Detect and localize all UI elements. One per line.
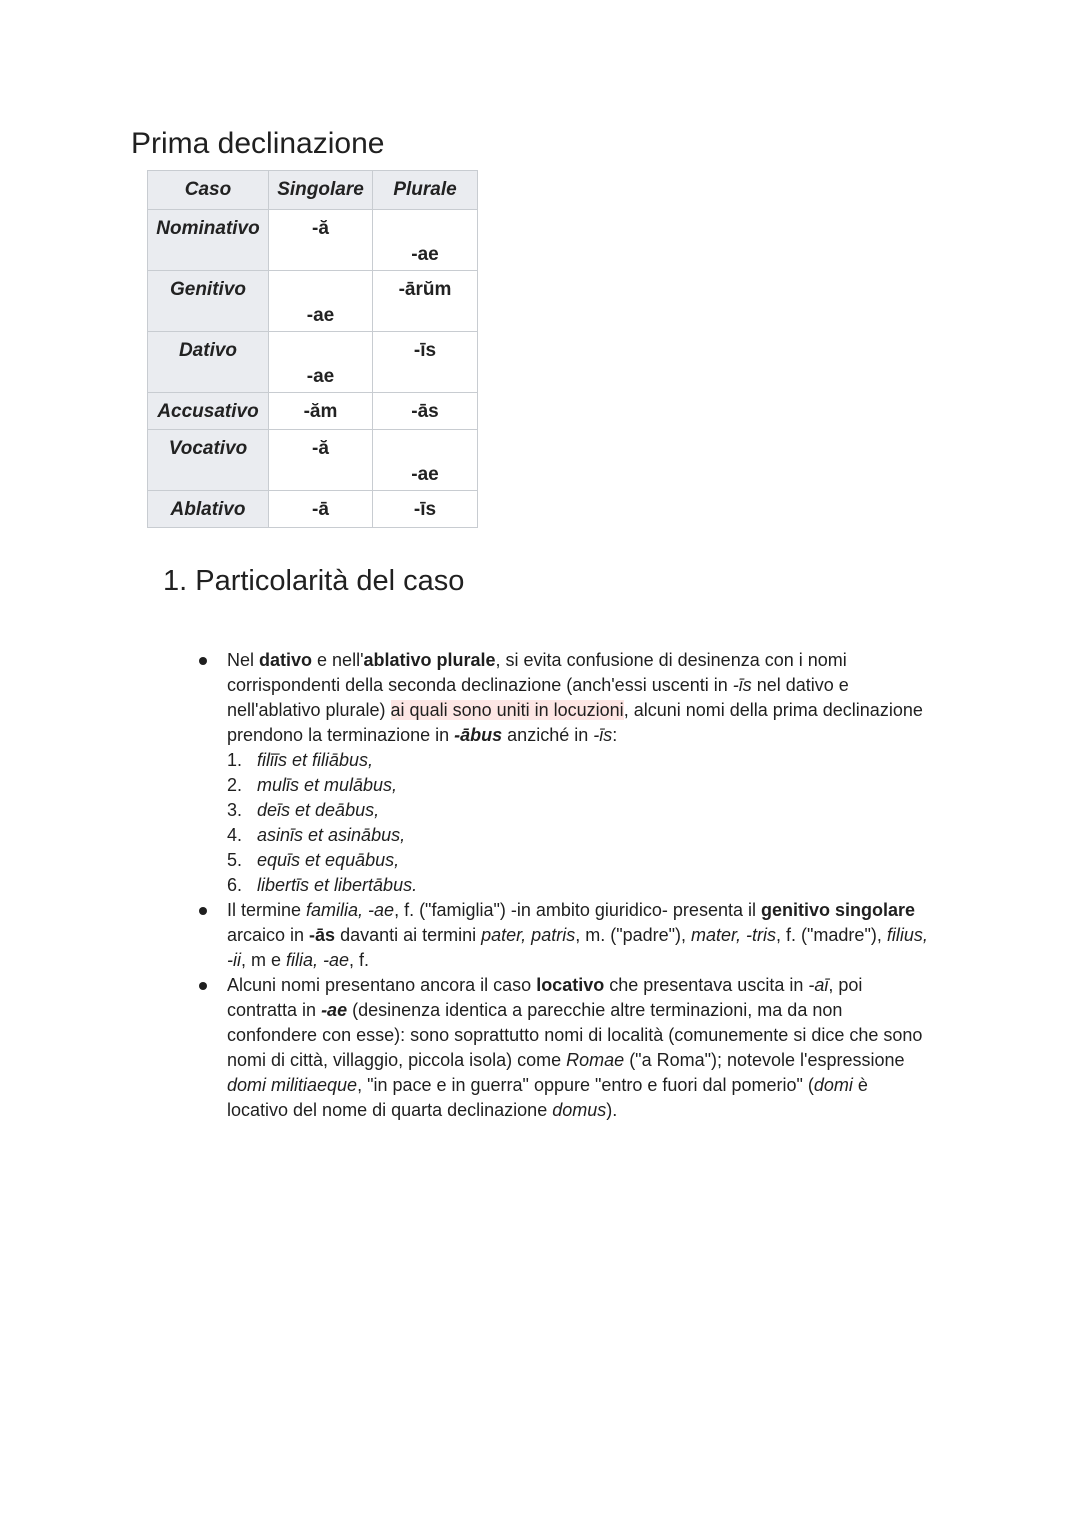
example-text: asinīs et asinābus, [257, 825, 406, 845]
header-case: Caso [148, 171, 269, 210]
example-text: mulīs et mulābus, [257, 775, 398, 795]
bold-term: -ās [309, 925, 336, 945]
example-text: equīs et equābus, [257, 850, 400, 870]
text: nel dativo e nell'ablativo plurale) [227, 675, 849, 720]
bold-term: genitivo singolare [760, 900, 916, 920]
case-label: Vocativo [148, 430, 269, 491]
text: , si evita confusione di desinenza con i nomi corrispondenti della seconda declinazione (anch'essi uscenti in [227, 650, 847, 695]
plural-cell [373, 491, 478, 528]
singular-ending: -ă [312, 438, 329, 459]
list-number: 2. [227, 775, 243, 795]
case-label: Accusativo [148, 393, 269, 430]
italic-term: pater, patris [481, 925, 576, 945]
italic-term: filia, -ae [286, 950, 350, 970]
table-row [148, 332, 478, 393]
list-item [227, 873, 932, 898]
bold-italic-term: -ābus [454, 725, 503, 745]
text: che presentava uscita in [604, 975, 809, 995]
list-number: 3. [227, 800, 243, 820]
singular-cell [269, 210, 373, 271]
list-number: 1. [227, 750, 243, 770]
italic-term: -aī [808, 975, 829, 995]
header-plural: Plurale [373, 171, 478, 210]
text: Alcuni nomi presentano ancora il caso [227, 975, 537, 995]
singular-ending: -ae [306, 366, 335, 387]
text: , alcuni nomi della prima declinazione prendono la terminazione in [227, 700, 923, 745]
singular-ending: -ā [312, 499, 329, 520]
plural-ending: -ārŭm [398, 279, 452, 300]
bold-term: dativo [259, 650, 313, 670]
section-heading: 1. Particolarità del caso [163, 565, 465, 597]
italic-term: filius, -ii [227, 925, 928, 970]
table-row [148, 491, 478, 528]
bold-term: ablativo plurale [363, 650, 496, 670]
text: davanti ai termini [335, 925, 482, 945]
plural-ending: -īs [413, 340, 437, 361]
plural-ending: -ās [411, 401, 439, 422]
list-item [227, 773, 932, 798]
singular-ending: -ă [312, 218, 329, 239]
plural-ending: -ae [411, 464, 439, 485]
page-title: Prima declinazione [131, 127, 385, 160]
text: , f. ("madre"), [776, 925, 887, 945]
text: , m e [241, 950, 287, 970]
italic-term: mater, -tris [691, 925, 777, 945]
table-header-row [148, 171, 478, 210]
text: (desinenza identica a parecchie altre terminazioni, ma da non confondere con esse): sono soprattutto nomi di località (comunemente si dice che sono nomi di città, villaggio, piccola isola) come [227, 1000, 923, 1070]
case-label: Genitivo [148, 271, 269, 332]
text: , m. ("padre"), [575, 925, 692, 945]
text: ). [606, 1100, 618, 1120]
singular-cell [269, 491, 373, 528]
italic-term: domus [552, 1100, 607, 1120]
header-singular: Singolare [269, 171, 373, 210]
list-item-locative [227, 973, 932, 1123]
italic-term: -īs [732, 675, 752, 695]
case-label: Nominativo [148, 210, 269, 271]
italic-term: -īs [593, 725, 613, 745]
example-text: libertīs et libertābus. [257, 875, 418, 895]
list-number: 5. [227, 850, 243, 870]
text: Il termine [227, 900, 307, 920]
list-item [227, 823, 932, 848]
plural-ending: -īs [413, 499, 437, 520]
table-row [148, 430, 478, 491]
declension-table [147, 170, 478, 528]
highlighted-text: ai quali sono uniti in locuzioni [390, 700, 624, 720]
singular-cell [269, 430, 373, 491]
singular-ending: -ăm [303, 401, 338, 422]
bold-italic-term: -ae [321, 1000, 348, 1020]
text: , "in pace e in guerra" oppure "entro e fuori dal pomerio" ( [357, 1075, 814, 1095]
plural-cell [373, 332, 478, 393]
plural-cell [373, 393, 478, 430]
singular-cell [269, 393, 373, 430]
list-number: 6. [227, 875, 243, 895]
italic-term: domi [813, 1075, 853, 1095]
table-row [148, 210, 478, 271]
case-label: Ablativo [148, 491, 269, 528]
text: : [612, 725, 618, 745]
text: e nell' [312, 650, 364, 670]
table-row [148, 393, 478, 430]
list-item [227, 798, 932, 823]
list-number: 4. [227, 825, 243, 845]
text: , f. [349, 950, 370, 970]
italic-term: Romae [566, 1050, 625, 1070]
text: anziché in [502, 725, 594, 745]
example-text: deīs et deābus, [257, 800, 380, 820]
list-item [227, 748, 932, 773]
singular-cell [269, 332, 373, 393]
example-text: filīīs et filiābus, [257, 750, 374, 770]
italic-term: domi militiaeque [227, 1075, 358, 1095]
italic-term: familia, -ae [306, 900, 395, 920]
plural-ending: -ae [411, 244, 439, 265]
text: è locativo del nome di quarta declinazione [227, 1075, 868, 1120]
text: ("a Roma"); notevole l'espressione [624, 1050, 905, 1070]
text: , f. ("famiglia") -in ambito giuridico- presenta il [394, 900, 761, 920]
singular-cell [269, 271, 373, 332]
list-item [227, 848, 932, 873]
list-item-familia [227, 898, 932, 973]
case-label: Dativo [148, 332, 269, 393]
bold-term: locativo [536, 975, 605, 995]
table-row [148, 271, 478, 332]
examples-list [227, 748, 932, 898]
list-item-dative-ablative [227, 648, 932, 898]
plural-cell [373, 430, 478, 491]
text: arcaico in [227, 925, 310, 945]
singular-ending: -ae [306, 305, 335, 326]
text: Nel [227, 650, 260, 670]
plural-cell [373, 210, 478, 271]
text: , poi contratta in [227, 975, 863, 1020]
plural-cell [373, 271, 478, 332]
notes-list [227, 648, 932, 1123]
